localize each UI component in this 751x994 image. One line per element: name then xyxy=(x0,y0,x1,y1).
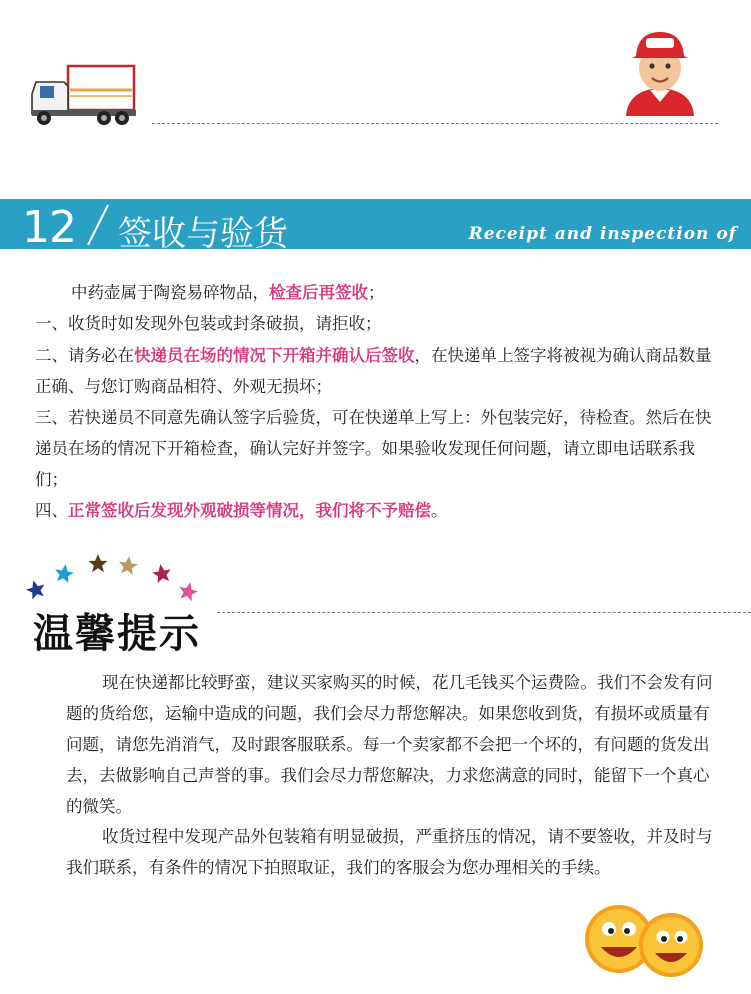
section-number: 12 xyxy=(22,202,76,253)
top-divider xyxy=(152,123,718,124)
truck-icon xyxy=(28,60,140,130)
star-icon xyxy=(177,580,200,602)
star-icon xyxy=(117,555,138,576)
star-icon xyxy=(53,563,75,584)
section-subtitle: Receipt and inspection of xyxy=(468,224,737,244)
item-four-suffix: 。 xyxy=(431,501,448,520)
smiley-icon xyxy=(573,895,713,985)
intro-end: ； xyxy=(368,283,385,302)
slash-icon xyxy=(82,203,112,247)
tips-title: 温馨提示 xyxy=(33,611,201,657)
item-four-highlight: 正常签收后发现外观破损等情况，我们将不予赔偿 xyxy=(68,501,431,520)
section-title: 签收与验货 xyxy=(118,214,288,254)
item-four xyxy=(35,495,725,526)
item-three: 三、若快递员不同意先确认签字后验货，可在快递单上写上：外包装完好，待检查。然后在快递员在场的情况下开箱检查，确认完好并签字。如果验收发现任何问题，请立即电话联系我们； xyxy=(35,408,712,489)
item-two-prefix: 二、请务必在 xyxy=(35,346,134,365)
item-two-highlight: 快递员在场的情况下开箱并确认后签收 xyxy=(134,346,415,365)
item-two-suffix: ，在快递单上签字将被视为确认商品数量正确、与您订购商品相符、外观无损坏； xyxy=(35,346,712,396)
star-icon xyxy=(24,578,47,600)
intro-line xyxy=(35,277,725,308)
item-two xyxy=(35,340,725,402)
item-four-prefix: 四、 xyxy=(35,501,68,520)
tips-divider xyxy=(217,612,751,613)
intro-text: 中药壶属于陶瓷易碎物品， xyxy=(71,283,269,302)
intro-highlight: 检查后再签收 xyxy=(269,283,368,302)
star-icon xyxy=(151,563,173,584)
tips-paragraph-2: 收货过程中发现产品外包装箱有明显破损，严重挤压的情况，请不要签收，并及时与我们联系，有条件的情况下拍照取证，我们的客服会为您办理相关的手续。 xyxy=(66,827,713,877)
item-one: 一、收货时如发现外包装或封条破损，请拒收； xyxy=(35,314,382,333)
courier-icon xyxy=(622,28,698,118)
section-header xyxy=(0,199,751,254)
tips-paragraph-1: 现在快递都比较野蛮，建议买家购买的时候，花几毛钱买个运费险。我们不会发有问题的货给您，运输中造成的问题，我们会尽力帮您解决。如果您收到货，有损坏或质量有问题，请您先消消气，及时跟客服联系。每一个卖家都不会把一个坏的，有问题的货发出去，去做影响自己声誉的事。我们会尽力帮您解决，力求您满意的同时，能留下一个真心的微笑。 xyxy=(66,673,713,816)
star-icon xyxy=(89,554,108,572)
